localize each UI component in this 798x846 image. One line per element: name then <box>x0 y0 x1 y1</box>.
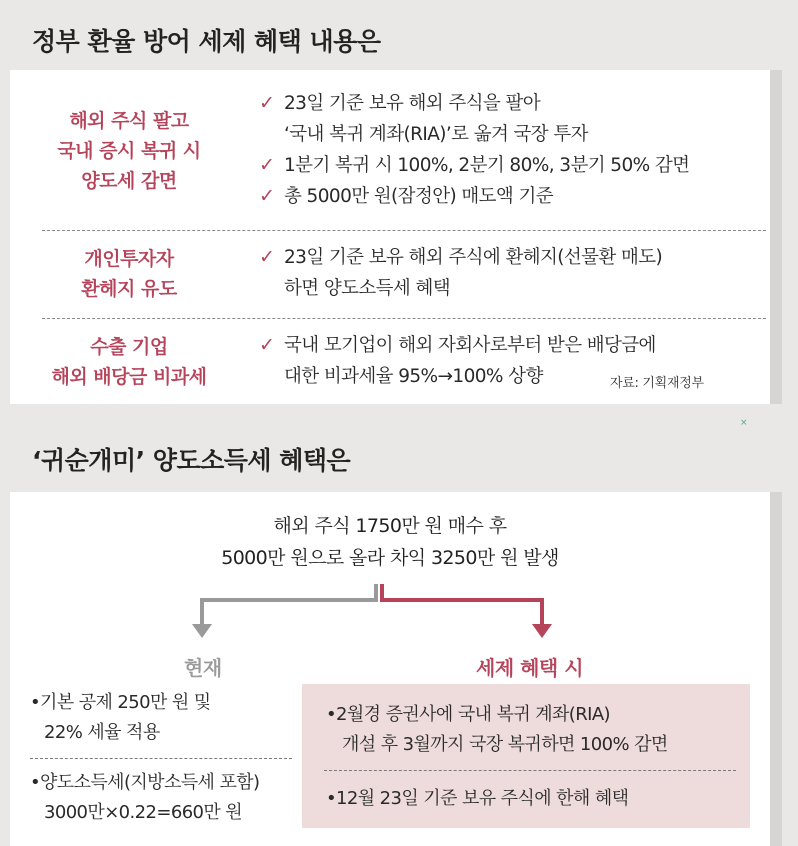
current-item-1 <box>30 688 211 748</box>
row1-items <box>256 88 770 212</box>
check-icon: ✓ <box>259 154 275 176</box>
row-divider <box>42 318 766 319</box>
small-mark-icon: × <box>740 418 748 428</box>
item-text: ‘국내 복귀 계좌(RIA)’로 옮겨 국장 투자 <box>284 124 588 145</box>
benefit-item-1 <box>326 700 668 760</box>
row2-items <box>256 242 770 304</box>
scenario-line: 5000만 원으로 올라 차익 3250만 원 발생 <box>221 547 559 569</box>
section2-title: ‘귀순개미’ 양도소득세 혜택은 <box>32 446 351 475</box>
item-text: 23일 기준 보유 해외 주식에 환헤지(선물환 매도) <box>284 247 663 268</box>
benefit-item-line: •12월 23일 기준 보유 주식에 한해 혜택 <box>326 788 629 809</box>
benefit-label: 세제 혜택 시 <box>476 656 584 680</box>
current-branch-line <box>202 584 376 626</box>
current-item-line: 22% 세율 적용 <box>44 722 160 743</box>
benefit-branch-line <box>382 584 542 626</box>
check-icon: ✓ <box>259 185 275 207</box>
list-item <box>256 181 770 212</box>
check-icon: ✓ <box>259 92 275 114</box>
check-icon: ✓ <box>259 334 275 356</box>
section1-title: 정부 환율 방어 세제 혜택 내용은 <box>32 27 381 56</box>
row3-label-line: 수출 기업 <box>90 336 168 358</box>
item-text: 국내 모기업이 해외 자회사로부터 받은 배당금에 <box>284 335 656 356</box>
benefit-arrowhead <box>532 624 552 638</box>
source-credit: 자료: 기획재정부 <box>610 376 704 391</box>
benefit-divider <box>324 770 736 771</box>
benefits-panel <box>10 70 770 404</box>
current-item-2 <box>30 768 259 828</box>
current-item-line: •양도소득세(지방소득세 포함) <box>30 772 260 793</box>
current-arrowhead <box>192 624 212 638</box>
current-item-line: 3000만×0.22=660만 원 <box>44 802 243 823</box>
current-divider <box>30 758 292 759</box>
row2-label-line: 환헤지 유도 <box>81 278 177 300</box>
row1-label <box>10 106 248 196</box>
current-label: 현재 <box>184 656 222 680</box>
row-divider <box>42 230 766 231</box>
benefit-item-line: •2월경 증권사에 국내 복귀 계좌(RIA) <box>326 704 610 725</box>
row3-label-line: 해외 배당금 비과세 <box>51 366 207 388</box>
list-item <box>256 242 770 304</box>
benefit-item-2 <box>326 784 628 814</box>
row1-label-line: 국내 증시 복귀 시 <box>57 140 201 162</box>
row1-label-line: 해외 주식 팔고 <box>69 110 189 132</box>
item-text: 총 5000만 원(잠정안) 매도액 기준 <box>284 186 554 207</box>
benefit-item-line: 개설 후 3월까지 국장 복귀하면 100% 감면 <box>342 734 668 755</box>
row1-label-line: 양도세 감면 <box>81 170 177 192</box>
list-item <box>256 88 770 150</box>
panel1-shadow <box>770 70 782 404</box>
row2-label-line: 개인투자자 <box>84 248 174 270</box>
row2-label <box>10 244 248 304</box>
panel2-shadow <box>770 492 782 846</box>
check-icon: ✓ <box>259 246 275 268</box>
current-item-line: •기본 공제 250만 원 및 <box>30 692 211 713</box>
list-item <box>256 150 770 181</box>
item-text: 대한 비과세율 95%→100% 상향 <box>284 366 543 387</box>
scenario-line: 해외 주식 1750만 원 매수 후 <box>273 515 507 537</box>
row3-label <box>10 332 248 392</box>
item-text: 23일 기준 보유 해외 주식을 팔아 <box>284 93 540 114</box>
item-text: 1분기 복귀 시 100%, 2분기 80%, 3분기 50% 감면 <box>284 155 690 176</box>
item-text: 하면 양도소득세 혜택 <box>284 278 451 299</box>
